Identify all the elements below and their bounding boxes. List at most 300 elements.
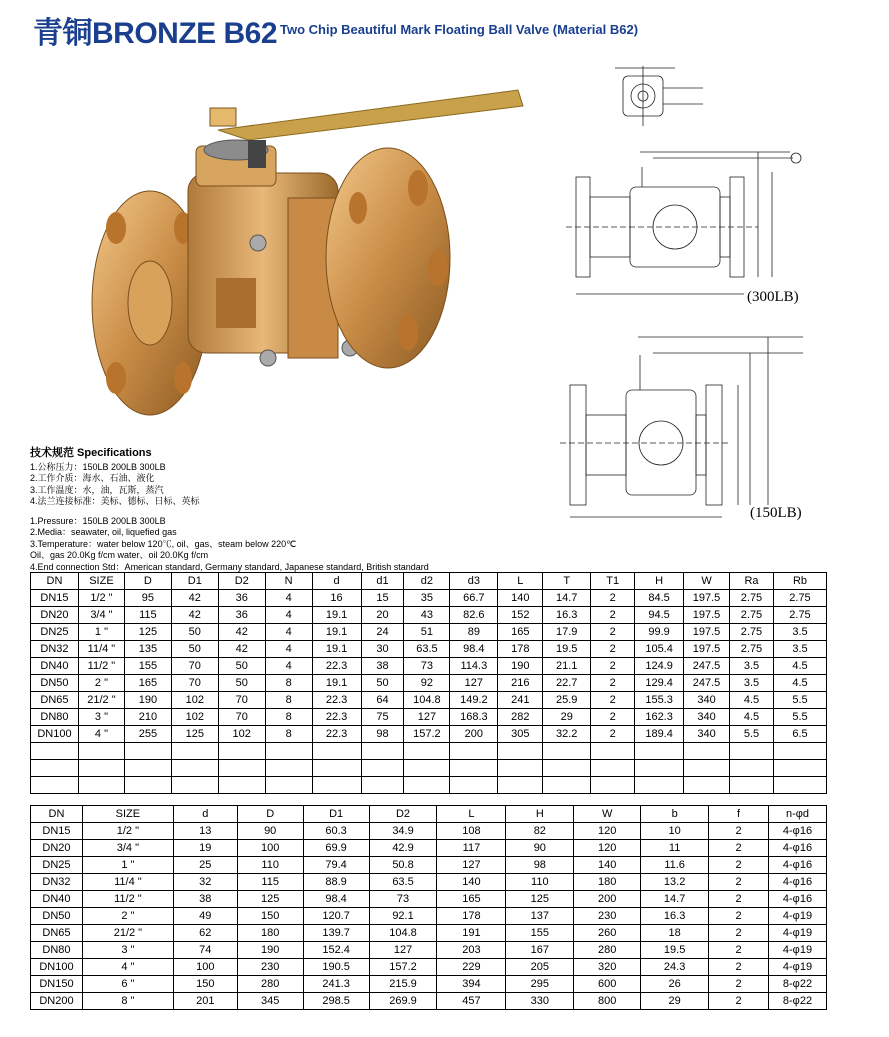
table-cell bbox=[31, 743, 79, 760]
table-cell: 3 " bbox=[82, 942, 173, 959]
table-cell: 115 bbox=[237, 874, 303, 891]
table-cell: DN80 bbox=[31, 709, 79, 726]
table-cell bbox=[543, 743, 591, 760]
table-cell: 140 bbox=[437, 874, 506, 891]
table-cell: 19.1 bbox=[312, 607, 361, 624]
table-cell: DN20 bbox=[31, 607, 79, 624]
table-cell bbox=[218, 743, 265, 760]
table-cell: 4-φ16 bbox=[768, 874, 826, 891]
table-cell: 2 bbox=[709, 925, 769, 942]
table-cell: 38 bbox=[361, 658, 404, 675]
table-cell: 24 bbox=[361, 624, 404, 641]
table-cell: 1 " bbox=[78, 624, 124, 641]
table-cell: 800 bbox=[574, 993, 641, 1010]
column-header: D2 bbox=[218, 573, 265, 590]
table-cell: 104.8 bbox=[404, 692, 450, 709]
table-cell: 4-φ19 bbox=[768, 959, 826, 976]
table-cell: 34.9 bbox=[369, 823, 437, 840]
table-cell: 4-φ16 bbox=[768, 857, 826, 874]
table-cell bbox=[684, 777, 730, 794]
table-cell: 2 bbox=[591, 641, 635, 658]
table-cell: 92 bbox=[404, 675, 450, 692]
table-cell: 340 bbox=[684, 709, 730, 726]
table-cell: 4 bbox=[265, 590, 312, 607]
column-header: N bbox=[265, 573, 312, 590]
table-cell: 114.3 bbox=[450, 658, 498, 675]
valve-photo bbox=[88, 78, 533, 423]
table-header-row bbox=[31, 573, 827, 590]
table-cell: 8-φ22 bbox=[768, 976, 826, 993]
table-cell: 21/2 " bbox=[78, 692, 124, 709]
table-cell: 6 " bbox=[82, 976, 173, 993]
table-row bbox=[31, 874, 827, 891]
spec-cn-line: 3.工作温度：水，油，瓦斯，蒸汽 bbox=[30, 484, 164, 495]
table-cell: 104.8 bbox=[369, 925, 437, 942]
table-cell: DN25 bbox=[31, 857, 83, 874]
column-header: d1 bbox=[361, 573, 404, 590]
table-cell bbox=[124, 760, 171, 777]
table-cell bbox=[450, 777, 498, 794]
spec-en-line: 1.Pressure：150LB 200LB 300LB bbox=[30, 515, 166, 526]
table-cell: 8 bbox=[265, 726, 312, 743]
table-cell: 247.5 bbox=[684, 675, 730, 692]
table-cell: 137 bbox=[506, 908, 574, 925]
table-cell: 15 bbox=[361, 590, 404, 607]
table-cell: 125 bbox=[237, 891, 303, 908]
table-cell: 190 bbox=[237, 942, 303, 959]
table-cell: 108 bbox=[437, 823, 506, 840]
table-cell: 82 bbox=[506, 823, 574, 840]
table-cell: 1 " bbox=[82, 857, 173, 874]
table-cell: 62 bbox=[173, 925, 237, 942]
table-cell: 5.5 bbox=[773, 709, 826, 726]
table-cell: 11/2 " bbox=[78, 658, 124, 675]
table-cell: 94.5 bbox=[635, 607, 684, 624]
table-cell: 70 bbox=[218, 709, 265, 726]
table-cell bbox=[450, 743, 498, 760]
column-header: H bbox=[635, 573, 684, 590]
table-cell: 19.5 bbox=[543, 641, 591, 658]
table-cell: 3.5 bbox=[773, 624, 826, 641]
table-cell: 230 bbox=[574, 908, 641, 925]
table-cell: 150 bbox=[173, 976, 237, 993]
table-cell: 4.5 bbox=[773, 675, 826, 692]
table-row bbox=[31, 823, 827, 840]
table-cell: 4-φ19 bbox=[768, 925, 826, 942]
table-cell bbox=[171, 760, 218, 777]
table-cell: 162.3 bbox=[635, 709, 684, 726]
table-cell: 330 bbox=[506, 993, 574, 1010]
table-cell: 22.7 bbox=[543, 675, 591, 692]
table-row bbox=[31, 942, 827, 959]
table-cell: 16.3 bbox=[543, 607, 591, 624]
table-cell: 36 bbox=[218, 590, 265, 607]
table-cell: 178 bbox=[498, 641, 543, 658]
table-cell: 19.5 bbox=[641, 942, 709, 959]
table-cell bbox=[498, 743, 543, 760]
table-cell bbox=[312, 777, 361, 794]
table-cell bbox=[404, 777, 450, 794]
column-header: Rb bbox=[773, 573, 826, 590]
table-cell: 2 bbox=[709, 891, 769, 908]
table-cell: 152.4 bbox=[303, 942, 369, 959]
spec-cn-line: 1.公称压力：150LB 200LB 300LB bbox=[30, 461, 166, 472]
table-cell: 168.3 bbox=[450, 709, 498, 726]
column-header: d bbox=[173, 806, 237, 823]
table-cell: 110 bbox=[237, 857, 303, 874]
table-cell bbox=[361, 743, 404, 760]
table-cell: 2 bbox=[591, 692, 635, 709]
table-cell bbox=[498, 777, 543, 794]
spec-en-line: Oil、gas 20.0Kg f/cm water、oil 20.0Kg f/cm bbox=[30, 550, 209, 560]
table-cell: 13.2 bbox=[641, 874, 709, 891]
table-cell: 3/4 " bbox=[82, 840, 173, 857]
table-cell: 26 bbox=[641, 976, 709, 993]
column-header: DN bbox=[31, 806, 83, 823]
table-cell: 215.9 bbox=[369, 976, 437, 993]
dimension-table-150lb bbox=[30, 805, 827, 1010]
table-cell: 120.7 bbox=[303, 908, 369, 925]
table-cell bbox=[591, 760, 635, 777]
table-cell: 127 bbox=[369, 942, 437, 959]
drawing-150lb bbox=[558, 325, 808, 525]
table-cell: 190 bbox=[498, 658, 543, 675]
table-cell: 2 " bbox=[82, 908, 173, 925]
table-cell: 8 bbox=[265, 675, 312, 692]
table-cell: 100 bbox=[237, 840, 303, 857]
drawing-300lb-label: (300LB) bbox=[747, 289, 799, 305]
table-cell: 167 bbox=[506, 942, 574, 959]
table-cell: 60.3 bbox=[303, 823, 369, 840]
table-cell: 189.4 bbox=[635, 726, 684, 743]
table-cell: 14.7 bbox=[641, 891, 709, 908]
table-cell: DN100 bbox=[31, 959, 83, 976]
table-row bbox=[31, 891, 827, 908]
table-cell: 157.2 bbox=[369, 959, 437, 976]
table-row bbox=[31, 760, 827, 777]
table-cell bbox=[450, 760, 498, 777]
table-cell bbox=[543, 760, 591, 777]
table-cell: 70 bbox=[218, 692, 265, 709]
table-cell: DN150 bbox=[31, 976, 83, 993]
column-header: SIZE bbox=[82, 806, 173, 823]
table-cell: 2 bbox=[709, 823, 769, 840]
table-cell: 5.5 bbox=[773, 692, 826, 709]
table-cell bbox=[124, 777, 171, 794]
table-row bbox=[31, 658, 827, 675]
column-header: Ra bbox=[730, 573, 774, 590]
table-cell: 120 bbox=[574, 840, 641, 857]
column-header: b bbox=[641, 806, 709, 823]
table-cell bbox=[635, 743, 684, 760]
table-cell bbox=[31, 760, 79, 777]
table-cell: 70 bbox=[171, 658, 218, 675]
table-cell: 22.3 bbox=[312, 709, 361, 726]
table-row bbox=[31, 743, 827, 760]
table-cell: 19 bbox=[173, 840, 237, 857]
table-cell: 30 bbox=[361, 641, 404, 658]
table-row bbox=[31, 692, 827, 709]
table-cell: 3.5 bbox=[730, 675, 774, 692]
column-header: n-φd bbox=[768, 806, 826, 823]
table-row bbox=[31, 709, 827, 726]
table-cell: 4.5 bbox=[773, 658, 826, 675]
table-cell: 22.3 bbox=[312, 726, 361, 743]
table-cell: DN50 bbox=[31, 675, 79, 692]
table-cell: 8-φ22 bbox=[768, 993, 826, 1010]
table-cell: 32 bbox=[173, 874, 237, 891]
table-row bbox=[31, 607, 827, 624]
table-cell: 230 bbox=[237, 959, 303, 976]
table-cell: 260 bbox=[574, 925, 641, 942]
table-cell: 19.1 bbox=[312, 641, 361, 658]
table-cell: 1/2 " bbox=[82, 823, 173, 840]
table-row bbox=[31, 908, 827, 925]
table-cell: 394 bbox=[437, 976, 506, 993]
table-cell bbox=[773, 760, 826, 777]
column-header: SIZE bbox=[78, 573, 124, 590]
table-cell bbox=[730, 777, 774, 794]
table-cell: 79.4 bbox=[303, 857, 369, 874]
table-cell bbox=[591, 777, 635, 794]
table-cell: 139.7 bbox=[303, 925, 369, 942]
table-cell: 155.3 bbox=[635, 692, 684, 709]
table-cell: 269.9 bbox=[369, 993, 437, 1010]
table-cell: 89 bbox=[450, 624, 498, 641]
table-cell: 42 bbox=[218, 624, 265, 641]
table-cell: DN80 bbox=[31, 942, 83, 959]
table-cell: 197.5 bbox=[684, 590, 730, 607]
table-cell: 17.9 bbox=[543, 624, 591, 641]
table-row bbox=[31, 590, 827, 607]
column-header: L bbox=[498, 573, 543, 590]
table-cell: 4 bbox=[265, 624, 312, 641]
column-header: D2 bbox=[369, 806, 437, 823]
table-cell: 345 bbox=[237, 993, 303, 1010]
table-cell: 29 bbox=[641, 993, 709, 1010]
table-cell: 2 bbox=[591, 658, 635, 675]
table-cell: 205 bbox=[506, 959, 574, 976]
table-cell: 190 bbox=[124, 692, 171, 709]
table-cell: 19.1 bbox=[312, 675, 361, 692]
table-cell bbox=[171, 777, 218, 794]
table-cell: 2 bbox=[709, 857, 769, 874]
page-title: 青铜BRONZE B62 bbox=[33, 17, 278, 50]
table-cell: 74 bbox=[173, 942, 237, 959]
table-cell: 92.1 bbox=[369, 908, 437, 925]
column-header: d2 bbox=[404, 573, 450, 590]
table-cell bbox=[218, 760, 265, 777]
table-cell bbox=[773, 743, 826, 760]
table-cell: 98 bbox=[506, 857, 574, 874]
column-header: L bbox=[437, 806, 506, 823]
table-cell: 2 bbox=[709, 908, 769, 925]
table-cell: 90 bbox=[506, 840, 574, 857]
table-cell: 4-φ19 bbox=[768, 908, 826, 925]
table-cell: 11.6 bbox=[641, 857, 709, 874]
table-row bbox=[31, 976, 827, 993]
table-row bbox=[31, 777, 827, 794]
table-cell: 2 bbox=[591, 607, 635, 624]
table-cell: 8 bbox=[265, 709, 312, 726]
table-cell: 22.3 bbox=[312, 692, 361, 709]
table-cell: 5.5 bbox=[730, 726, 774, 743]
table-cell: 127 bbox=[437, 857, 506, 874]
table-cell: 16.3 bbox=[641, 908, 709, 925]
table-row bbox=[31, 624, 827, 641]
table-cell: 4.5 bbox=[730, 692, 774, 709]
table-cell: 25.9 bbox=[543, 692, 591, 709]
column-header: W bbox=[684, 573, 730, 590]
table-cell: 4 bbox=[265, 641, 312, 658]
table-cell: DN25 bbox=[31, 624, 79, 641]
table-cell: 49 bbox=[173, 908, 237, 925]
table-cell: 280 bbox=[574, 942, 641, 959]
table-cell: 165 bbox=[124, 675, 171, 692]
table-cell: 38 bbox=[173, 891, 237, 908]
table-cell: 4 " bbox=[78, 726, 124, 743]
table-cell bbox=[218, 777, 265, 794]
table-cell: 84.5 bbox=[635, 590, 684, 607]
table-cell: 98 bbox=[361, 726, 404, 743]
table-header-row bbox=[31, 806, 827, 823]
spec-cn-line: 2.工作介质：海水、石油、液化 bbox=[30, 473, 155, 483]
table-cell: 298.5 bbox=[303, 993, 369, 1010]
table-cell bbox=[404, 760, 450, 777]
table-cell: 73 bbox=[369, 891, 437, 908]
specifications bbox=[30, 448, 550, 573]
table-cell: 197.5 bbox=[684, 607, 730, 624]
table-row bbox=[31, 726, 827, 743]
table-cell: 340 bbox=[684, 692, 730, 709]
table-cell: 2 " bbox=[78, 675, 124, 692]
table-cell: 340 bbox=[684, 726, 730, 743]
column-header: T1 bbox=[591, 573, 635, 590]
table-cell bbox=[635, 760, 684, 777]
table-cell: 4 " bbox=[82, 959, 173, 976]
table-cell bbox=[265, 760, 312, 777]
table-cell: 20 bbox=[361, 607, 404, 624]
table-cell: 4-φ16 bbox=[768, 891, 826, 908]
table-cell bbox=[773, 777, 826, 794]
table-cell: 2 bbox=[709, 874, 769, 891]
table-cell bbox=[543, 777, 591, 794]
table-cell: 2.75 bbox=[730, 590, 774, 607]
table-cell: DN40 bbox=[31, 891, 83, 908]
table-cell: 50 bbox=[171, 624, 218, 641]
table-cell bbox=[124, 743, 171, 760]
table-cell: 4-φ16 bbox=[768, 823, 826, 840]
table-cell: DN32 bbox=[31, 874, 83, 891]
table-cell: 63.5 bbox=[369, 874, 437, 891]
column-header: D bbox=[237, 806, 303, 823]
table-cell: 69.9 bbox=[303, 840, 369, 857]
table-cell: 203 bbox=[437, 942, 506, 959]
table-cell: 241 bbox=[498, 692, 543, 709]
table-cell: 11/4 " bbox=[82, 874, 173, 891]
table-cell: 8 " bbox=[82, 993, 173, 1010]
table-cell: 98.4 bbox=[303, 891, 369, 908]
table-cell: 149.2 bbox=[450, 692, 498, 709]
table-cell: 191 bbox=[437, 925, 506, 942]
column-header: H bbox=[506, 806, 574, 823]
table-cell: 11/2 " bbox=[82, 891, 173, 908]
table-row bbox=[31, 641, 827, 658]
table-cell bbox=[78, 760, 124, 777]
table-cell: 2 bbox=[591, 624, 635, 641]
table-cell: 320 bbox=[574, 959, 641, 976]
table-cell: 2.75 bbox=[773, 590, 826, 607]
table-cell bbox=[171, 743, 218, 760]
table-cell: 42 bbox=[171, 590, 218, 607]
table-cell: 229 bbox=[437, 959, 506, 976]
table-cell bbox=[31, 777, 79, 794]
table-cell: 3/4 " bbox=[78, 607, 124, 624]
table-cell: DN15 bbox=[31, 823, 83, 840]
table-cell: 127 bbox=[450, 675, 498, 692]
table-cell: 247.5 bbox=[684, 658, 730, 675]
table-cell: DN20 bbox=[31, 840, 83, 857]
table-cell bbox=[312, 760, 361, 777]
table-cell: 18 bbox=[641, 925, 709, 942]
column-header: d bbox=[312, 573, 361, 590]
table-cell: 2.75 bbox=[773, 607, 826, 624]
table-cell bbox=[591, 743, 635, 760]
table-cell bbox=[730, 760, 774, 777]
table-cell: DN200 bbox=[31, 993, 83, 1010]
table-cell bbox=[78, 743, 124, 760]
table-cell: 36 bbox=[218, 607, 265, 624]
table-cell: 3 " bbox=[78, 709, 124, 726]
table-cell: 190.5 bbox=[303, 959, 369, 976]
table-cell bbox=[684, 743, 730, 760]
column-header: D1 bbox=[303, 806, 369, 823]
table-cell: 200 bbox=[450, 726, 498, 743]
table-cell: 150 bbox=[237, 908, 303, 925]
table-cell bbox=[684, 760, 730, 777]
table-cell bbox=[730, 743, 774, 760]
table-cell bbox=[361, 760, 404, 777]
table-cell: 2.75 bbox=[730, 624, 774, 641]
table-cell bbox=[361, 777, 404, 794]
table-cell: 70 bbox=[171, 675, 218, 692]
table-cell: 4-φ16 bbox=[768, 840, 826, 857]
table-cell: 155 bbox=[506, 925, 574, 942]
table-cell: 305 bbox=[498, 726, 543, 743]
drawing-300lb bbox=[558, 132, 808, 312]
table-cell: 2.75 bbox=[730, 607, 774, 624]
table-cell: 140 bbox=[498, 590, 543, 607]
table-cell: 35 bbox=[404, 590, 450, 607]
table-cell: 125 bbox=[171, 726, 218, 743]
table-cell: 24.3 bbox=[641, 959, 709, 976]
table-cell: 42.9 bbox=[369, 840, 437, 857]
table-cell: 2 bbox=[709, 942, 769, 959]
table-cell: 50 bbox=[218, 675, 265, 692]
table-cell: 50 bbox=[218, 658, 265, 675]
column-header: W bbox=[574, 806, 641, 823]
table-cell: 64 bbox=[361, 692, 404, 709]
table-cell: 124.9 bbox=[635, 658, 684, 675]
table-row bbox=[31, 857, 827, 874]
top-view-drawing bbox=[605, 58, 705, 128]
table-cell: 21.1 bbox=[543, 658, 591, 675]
table-cell bbox=[404, 743, 450, 760]
table-cell: 43 bbox=[404, 607, 450, 624]
table-cell: 95 bbox=[124, 590, 171, 607]
table-cell: 82.6 bbox=[450, 607, 498, 624]
table-cell: 155 bbox=[124, 658, 171, 675]
